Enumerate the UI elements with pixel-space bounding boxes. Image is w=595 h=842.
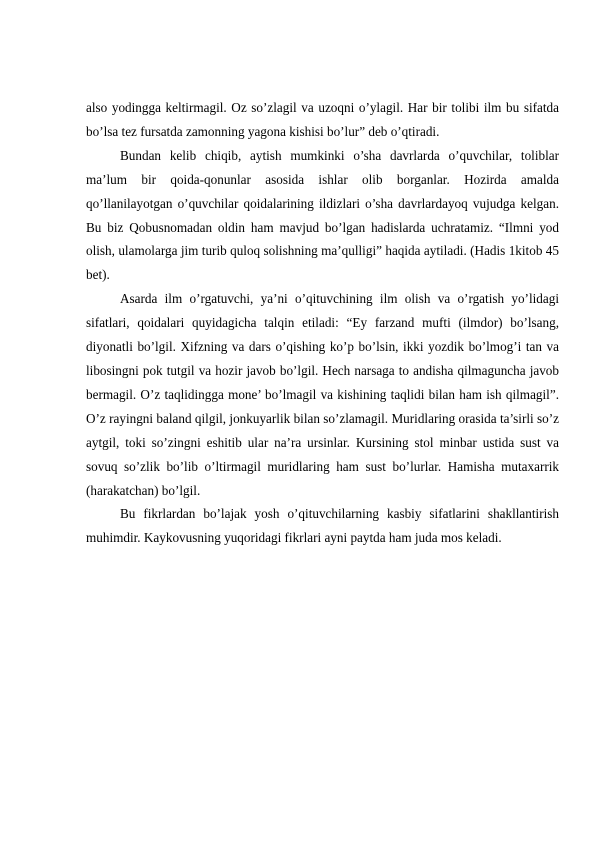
paragraph-2: Bundan kelib chiqib, aytish mumkinki o’sha davrlarda o’quvchilar, toliblar ma’lum bir qoida-qonunlar asosida ishlar olib borganlar. Hozirda amalda qo’llanilayotgan o’quvchilar qoidalarining ildizlari o’sha davrlardayoq vujudga kelgan. Bu biz Qobusnomadan oldin ham mavjud bo’lgan hadislarda uchratamiz. “Ilmni yod olish, ulamolarga jim turib quloq solishning ma’qulligi” haqida aytiladi. (Hadis 1kitob 45 bet).	[86, 147, 559, 283]
paragraph-3: Asarda ilm o’rgatuvchi, ya’ni o’qituvchining ilm olish va o’rgatish yo’lidagi sifatlari, qoidalari quyidagicha talqin etiladi: “Ey farzand mufti (ilmdor) bo’lsang, diyonatli bo’lgil. Xifzning va dars o’qishing ko’p bo’lsin, ikki yozdik bo’lmog’i tan va libosingni pok tutgil va hozir javob bo’lgil. Hech narsaga to andisha qilmaguncha javob bermagil. O’z taqlidingga mone’ bo’lmagil va kishining taqlidi bilan ham ish qilmagil”. O’z rayingni baland qilgil, jonkuyarlik bilan so’zlamagil. Muridlaring orasida ta’sirli so’z aytgil, toki so’zingni eshitib ular na’ra ursinlar. Kursining stol minbar ustida sust va sovuq so’zlik bo’lib o’ltirmagil muridlaring ham sust bo’lurlar. Hamisha mutaxarrik (harakatchan) bo’lgil.	[86, 291, 559, 498]
paragraph-4: Bu fikrlardan bo’lajak yosh o’qituvchilarning kasbiy sifatlarini shakllantirish muhimdir. Kaykovusning yuqoridagi fikrlari ayni paytda ham juda mos keladi.	[86, 506, 559, 546]
paragraph-1: also yodingga keltirmagil. Oz so’zlagil va uzoqni o’ylagil. Har bir tolibi ilm bu sifatda bo’lsa tez fursatda zamonning yagona kishisi bo’lur” deb o’qtiradi.	[86, 100, 559, 139]
document-page	[86, 96, 559, 550]
